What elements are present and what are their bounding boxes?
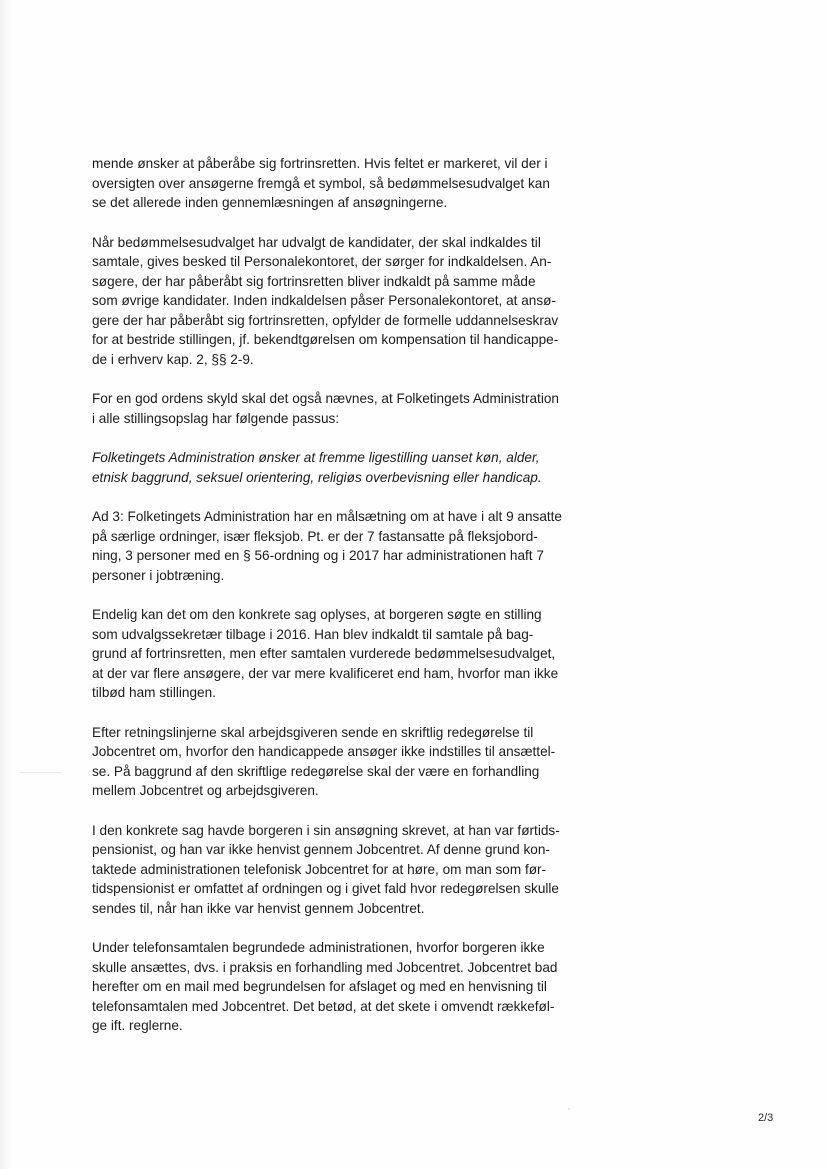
text-line: Folketingets Administration ønsker at fremme ligestilling uanset køn, alder,	[92, 450, 540, 465]
text-line: I den konkrete sag havde borgeren i sin ansøgning skrevet, at han var førtids-	[92, 822, 560, 838]
body-paragraph	[92, 605, 592, 703]
text-line: at der var flere ansøgere, der var mere kvalificeret end ham, hvorfor man ikke	[92, 665, 559, 681]
scan-speck	[20, 772, 62, 773]
scan-speck	[568, 1108, 570, 1110]
text-line: ge ift. reglerne.	[92, 1018, 183, 1033]
body-paragraph	[92, 233, 592, 370]
text-line: på særlige ordninger, især fleksjob. Pt. er der 7 fastansatte på fleksjobord-	[92, 528, 538, 544]
text-line: som øvrige kandidater. Inden indkaldelsen påser Personalekontoret, at ansø-	[92, 293, 556, 308]
text-line: søgere, der har påberåbt sig fortrinsretten bliver indkaldt på samme måde	[92, 273, 536, 289]
text-line: telefonsamtalen med Jobcentret. Det betød, at det skete i omvendt rækkeføl-	[92, 998, 555, 1014]
text-line: Endelig kan det om den konkrete sag oplyses, at borgeren søgte en stilling	[92, 607, 542, 622]
text-line: Jobcentret om, hvorfor den handicappede ansøger ikke indstilles til ansættel-	[92, 744, 556, 759]
text-line: i alle stillingsopslag har følgende passus:	[92, 410, 340, 426]
text-line: de i erhverv kap. 2, §§ 2-9.	[92, 351, 254, 367]
text-line: Når bedømmelsesudvalget har udvalgt de kandidater, der skal indkaldes til	[92, 234, 541, 250]
text-line: tidspensionist er omfattet af ordningen og i givet fald hvor redegørelsen skulle	[92, 881, 559, 896]
text-line: taktede administrationen telefonisk Jobcentret for at høre, om man som før-	[92, 861, 547, 877]
text-line: som udvalgssekretær tilbage i 2016. Han blev indkaldt til samtale på bag-	[92, 626, 534, 642]
text-line: sendes til, når han ikke var henvist gennem Jobcentret.	[92, 900, 425, 916]
scan-edge	[0, 0, 14, 1169]
text-line: personer i jobtræning.	[92, 567, 225, 583]
body-paragraph	[92, 154, 592, 213]
text-line: etnisk baggrund, seksuel orientering, religiøs overbevisning eller handicap.	[92, 469, 542, 485]
text-line: for at bestride stillingen, jf. bekendtgørelsen om kompensation til handicappe-	[92, 332, 559, 347]
page-number: 2/3	[758, 1112, 774, 1124]
text-line: herefter om en mail med begrundelsen for afslaget og med en henvisning til	[92, 979, 547, 994]
text-line: ning, 3 personer med en § 56-ordning og i 2017 har administrationen haft 7	[92, 548, 544, 563]
text-line: mellem Jobcentret og arbejdsgiveren.	[92, 783, 319, 798]
text-line: tilbød ham stillingen.	[92, 685, 216, 700]
text-line: Under telefonsamtalen begrundede administrationen, hvorfor borgeren ikke	[92, 940, 545, 955]
quoted-passus-paragraph	[92, 448, 592, 487]
text-line: pensionist, og han var ikke henvist gennem Jobcentret. Af denne grund kon-	[92, 842, 550, 857]
text-line: mende ønsker at påberåbe sig fortrinsretten. Hvis feltet er markeret, vil der i	[92, 156, 548, 171]
body-paragraph	[92, 507, 592, 585]
text-line: For en god ordens skyld skal det også nævnes, at Folketingets Administration	[92, 391, 559, 406]
text-line: oversigten over ansøgerne fremgå et symbol, så bedømmelsesudvalget kan	[92, 175, 550, 191]
text-line: gere der har påberåbt sig fortrinsretten, opfylder de formelle uddannelseskrav	[92, 312, 559, 328]
text-line: samtale, gives besked til Personalekontoret, der sørger for indkaldelsen. An-	[92, 254, 552, 269]
text-line: Ad 3: Folketingets Administration har en målsætning om at have i alt 9 ansatte	[92, 509, 562, 524]
text-line: skulle ansættes, dvs. i praksis en forhandling med Jobcentret. Jobcentret bad	[92, 959, 558, 975]
text-line: se det allerede inden gennemlæsningen af ansøgningerne.	[92, 195, 448, 210]
text-line: se. På baggrund af den skriftlige redegørelse skal der være en forhandling	[92, 763, 540, 779]
body-paragraph	[92, 821, 592, 919]
body-paragraph	[92, 938, 592, 1036]
body-paragraph	[92, 389, 592, 428]
text-line: grund af fortrinsretten, men efter samtalen vurderede bedømmelsesudvalget,	[92, 646, 556, 661]
body-paragraph	[92, 723, 592, 801]
text-line: Efter retningslinjerne skal arbejdsgiveren sende en skriftlig redegørelse til	[92, 724, 534, 740]
body-text	[92, 154, 592, 1056]
